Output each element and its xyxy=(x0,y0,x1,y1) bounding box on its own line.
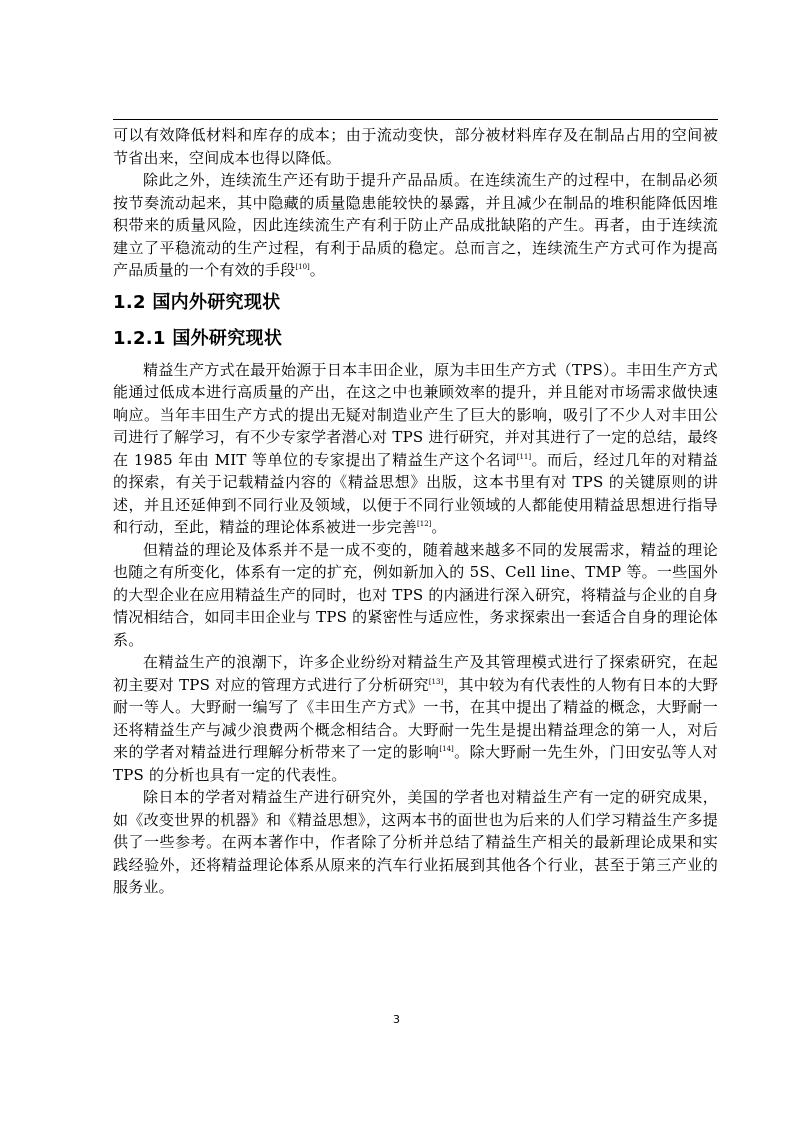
section-heading-1-2: 1.2 国内外研究现状 xyxy=(113,291,281,313)
section-heading-1-2-1: 1.2.1 国外研究现状 xyxy=(113,327,283,349)
header-rule xyxy=(113,119,718,120)
paragraph-quality xyxy=(113,169,718,282)
citation-ref: [12] xyxy=(417,520,432,528)
paragraph-continued xyxy=(113,124,718,169)
paragraph-text-tail: 。除大野耐一先生外，门田安弘等人对 TPS 的分析也具有一定的代表性。 xyxy=(113,743,719,784)
paragraph-text-tail: 。 xyxy=(309,261,325,279)
page-body xyxy=(113,124,718,899)
paragraph-expand xyxy=(113,539,718,652)
paragraph-us-research xyxy=(113,786,718,899)
paragraph-text: ，其中较为有代表性的人物有日本的大野耐一等人。大野耐一编写了《丰田生产方式》一书，在其中提出了精益的概念，大野耐一还将精益生产与减少浪费两个概念相结合。大野耐一先生是提出精益理念的第一人，对后来的学者对精益进行理解分析带来了一定的影响 xyxy=(113,675,718,761)
paragraph-text: 除日本的学者对精益生产进行研究外，美国的学者也对精益生产有一定的研究成果，如《改变世界的机器》和《精益思想》，这两本书的面世也为后来的人们学习精益生产多提供了一些参考。在两本著作中，作者除了分析并总结了精益生产相关的最新理论成果和实践经验外，还将精益理论体系从原来的汽车行业拓展到其他各个行业，甚至于第三产业的服务业。 xyxy=(113,788,718,896)
paragraph-origin xyxy=(113,359,718,539)
paragraph-text: 在精益生产的浪潮下，许多企业纷纷对精益生产及其管理模式进行了探索研究，在起初主要对 TPS 对应的管理方式进行了分析研究 xyxy=(113,653,718,694)
paragraph-text: 。而后，经过几年的对精益的探索，有关于记载精益内容的《精益思想》出版，这本书里有对 TPS 的关键原则的讲述，并且还延伸到不同行业及领域，以便于不同行业领域的人都能使用精益思想进行指导和行动，至此，精益的理论体系被进一步完善 xyxy=(113,450,718,536)
paragraph-text: 精益生产方式在最开始源于日本丰田企业，原为丰田生产方式（TPS）。丰田生产方式能通过低成本进行高质量的产出，在这之中也兼顾效率的提升，并且能对市场需求做快速响应。当年丰田生产方式的提出无疑对制造业产生了巨大的影响，吸引了不少人对丰田公司进行了解学习，有不少专家学者潜心对 TPS 进行研究，并对其进行了一定的总结，最终在 1985 年由 MIT 等单位的专家提出了精益生产这个名词 xyxy=(113,360,718,469)
paragraph-text-tail: 。 xyxy=(431,518,447,536)
citation-ref: [14] xyxy=(439,745,454,753)
paragraph-text: 可以有效降低材料和库存的成本；由于流动变快，部分被材料库存及在制品占用的空间被节省出来，空间成本也得以降低。 xyxy=(113,126,718,167)
citation-ref: [13] xyxy=(428,677,444,686)
paragraph-text: 但精益的理论及体系并不是一成不变的，随着越来越多不同的发展需求，精益的理论也随之有所变化，体系有一定的扩充，例如新加入的 5S、Cell line、TMP 等。一些国外的大型企业在应用精益生产的同时，也对 TPS 的内涵进行深入研究，将精益与企业的自身情况相结合，如同丰田企业与 TPS 的紧密性与适应性，务求探索出一套适合自身的理论体系。 xyxy=(113,540,718,649)
page-number: 3 xyxy=(393,1013,400,1026)
paragraph-ohno xyxy=(113,651,718,786)
citation-ref: [10] xyxy=(295,263,310,271)
paragraph-text: 除此之外，连续流生产还有助于提升产品品质。在连续流生产的过程中，在制品必须按节奏流动起来，其中隐藏的质量隐患能较快的暴露，并且减少在制品的堆积能降低因堆积带来的质量风险，因此连续流生产有利于防止产品成批缺陷的产生。再者，由于连续流建立了平稳流动的生产过程，有利于品质的稳定。总而言之，连续流生产方式可作为提高产品质量的一个有效的手段 xyxy=(113,171,718,279)
citation-ref: [11] xyxy=(516,452,532,461)
